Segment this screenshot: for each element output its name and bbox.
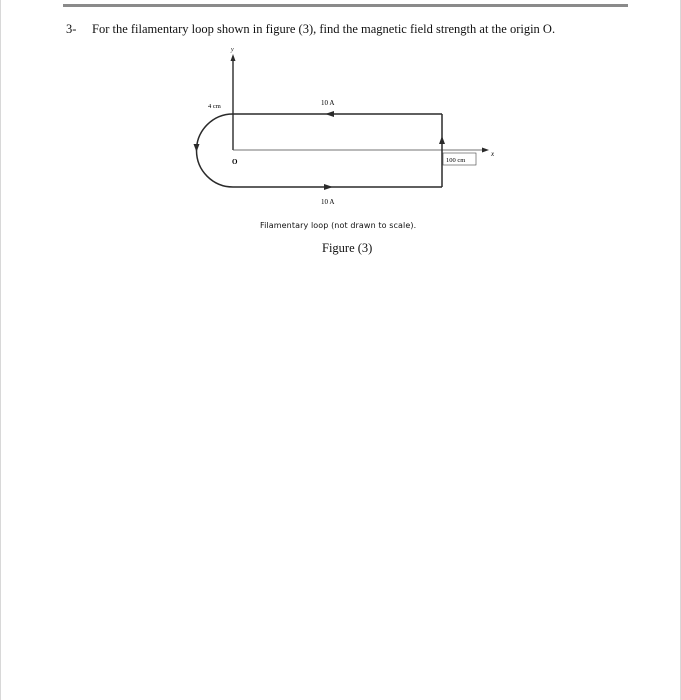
loop-semicircle <box>197 114 233 187</box>
top-current-arrow <box>325 111 334 117</box>
question-number: 3- <box>66 22 77 36</box>
right-current-arrow <box>439 136 445 144</box>
question-3 <box>66 22 626 37</box>
x-axis-arrow <box>482 148 489 153</box>
page-left-edge <box>0 0 1 700</box>
y-axis-label: y <box>231 47 234 53</box>
y-axis-arrow <box>231 54 236 61</box>
bottom-current-label: 10 A <box>321 198 335 206</box>
x-axis-label: x <box>491 150 495 158</box>
top-divider <box>63 4 628 7</box>
length-label: 100 cm <box>446 157 466 164</box>
question-text: For the filamentary loop shown in figure (3), find the magnetic field strength at the origin O. <box>92 22 556 36</box>
figure-caption: Filamentary loop (not drawn to scale). <box>260 221 417 230</box>
figure-title: Figure (3) <box>322 241 373 255</box>
radius-label: 4 cm <box>208 103 221 110</box>
semicircle-current-arrow <box>194 144 200 152</box>
top-current-label: 10 A <box>321 99 335 107</box>
bottom-current-arrow <box>324 184 333 190</box>
origin-label: O <box>232 158 238 166</box>
